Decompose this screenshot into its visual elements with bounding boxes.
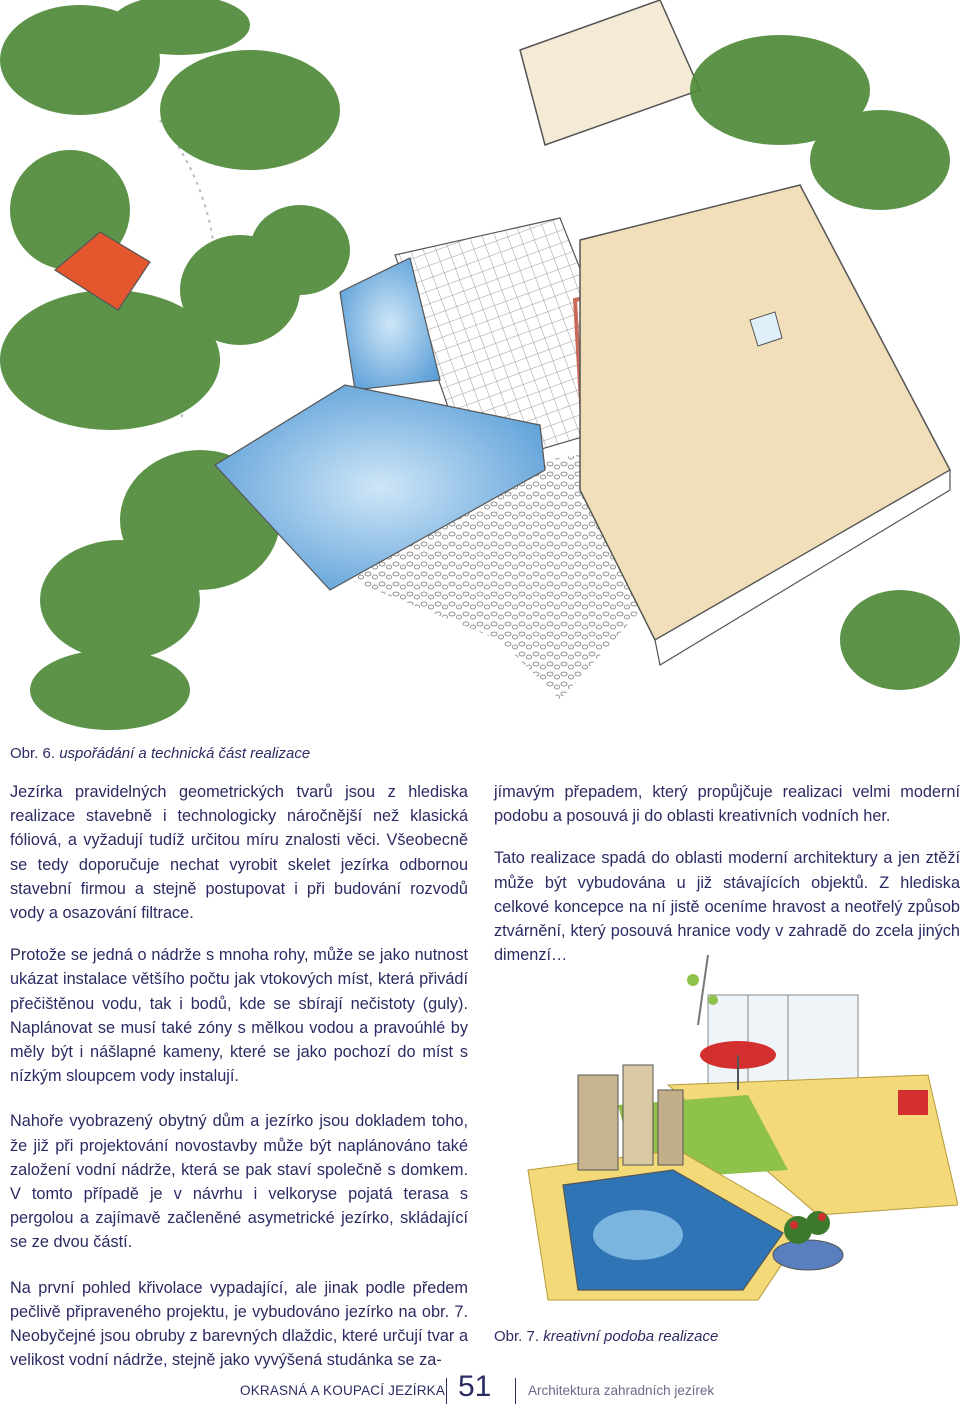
paragraph: Jezírka pravidelných geometrických tvarů jsou z hlediska realizace stavebně i technologicky náročnější než klasická fóliová, a vyžadují tudíž určitou míru znalosti věci. Všeobecně se tedy doporučuje nechat vyrobit skelet jezírka odbornou stavební firmou a stejně postupovat i při budování rozvodů vody a osazování filtrace. [10,783,468,923]
page-footer [0,1370,960,1406]
footer-book-title: Architektura zahradních jezírek [528,1383,715,1398]
paragraph: Protože se jedná o nádrže s mnoha rohy, může se jako nutnost ukázat instalace většího počtu jak vtokových míst, která přivádí přečištěnou vodu, tak i bodů, kde se sbírají nečistoty (guly). Naplánovat se musí také zóny s mělkou vodou a pravoúhlé by měly být i nášlapné kameny, které se jako pochozí do míst s nízkým sloupcem vody instalují. [10,946,468,1086]
figure-7-caption [494,1328,718,1345]
paragraph: Tato realizace spadá do oblasti moderní architektury a jen ztěží může být vybudována u již stávajících objektů. Z hlediska celkové koncepce na ní jistě oceníme hravost a neotřelý způsob ztvárnění, který posouvá hranice vody v zahradě do zcela jiných dimenzí… [494,849,960,965]
footer-section-title: OKRASNÁ A KOUPACÍ JEZÍRKA [240,1383,446,1398]
page-number: 51 [458,1370,492,1403]
pond-realization-illustration [488,955,958,1315]
right-column [494,780,960,967]
paragraph: Nahoře vyobrazený obytný dům a jezírko jsou dokladem toho, že již při projektování novostavby může být naplánováno také založení vodní nádrže, která se pak staví společně s domkem. V tomto případě je v návrhu i velkoryse pojatá terasa s pergolou a zajímavě začleněné asymetrické jezírko, skládající se ze dvou částí. [10,1112,468,1252]
figure-6-caption [10,745,310,762]
figure-7-text: kreativní podoba realizace [543,1328,719,1345]
figure-6-label: Obr. 6. [10,745,56,762]
figure-7-label: Obr. 7. [494,1328,540,1345]
paragraph: jímavým přepadem, který propůjčuje realizaci velmi moderní podobu a posouvá ji do oblasti kreativních vodních her. [494,783,960,826]
footer-divider [446,1378,447,1404]
footer-divider [515,1378,516,1404]
paragraph: Na první pohled křivolace vypadající, ale jinak podle předem pečlivě připraveného projektu, je vybudováno jezírko na obr. 7. Neobyčejné jsou obruby z barevných dlaždic, které určují tvar a velikost vodní nádrže, stejně jako vyvýšená studánka se za- [10,1278,468,1370]
figure-6-text: uspořádání a technická část realizace [59,745,311,762]
left-column [10,780,468,1372]
